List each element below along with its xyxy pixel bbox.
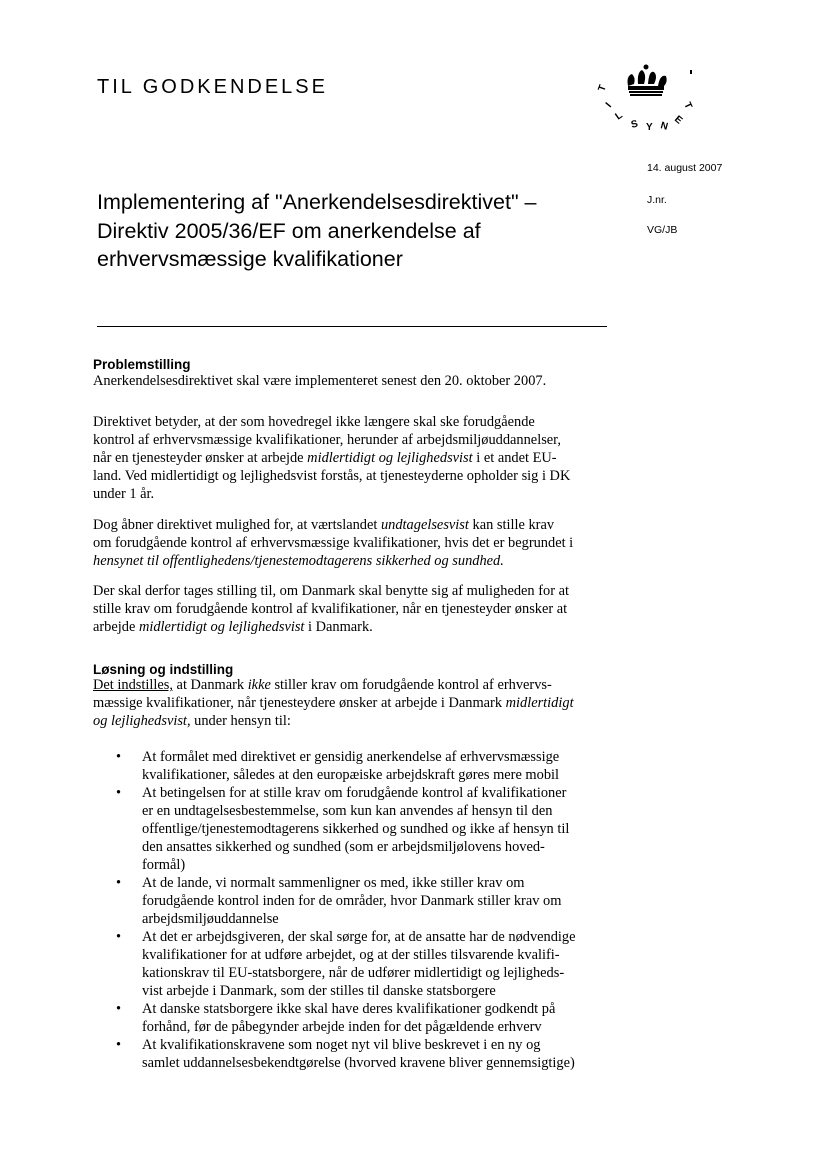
bullet-text-line: kvalifikationer, således at den europæiske arbejdskraft gøres mere mobil xyxy=(142,767,560,783)
title-line: Direktiv 2005/36/EF om anerkendelse af xyxy=(97,218,481,243)
text-line: Direktivet betyder, at der som hovedregel ikke længere skal ske forudgående xyxy=(93,414,535,430)
svg-text:N: N xyxy=(659,120,670,133)
text-line: hensynet til offentlighedens/tjenestemodtagerens sikkerhed og sundhed. xyxy=(93,553,504,569)
bullet-symbol: • xyxy=(116,749,122,765)
bullet-text-line: forudgående kontrol inden for de områder, hvor Danmark stiller krav om xyxy=(142,893,562,909)
bullet-text-line: offentlige/tjenestemodtagerens sikkerhed og sundhed og ikke af hensyn til xyxy=(142,821,570,837)
bullet-text-line: forhånd, før de påbegynder arbejde inden for det pågældende erhverv xyxy=(142,1019,542,1035)
bullet-text-line: kvalifikationer for at udføre arbejdet, og at der stilles tilsvarende kvalifi- xyxy=(142,947,560,963)
svg-text:L: L xyxy=(613,109,625,123)
journal-number-label: J.nr. xyxy=(647,194,667,206)
bullet-text-line: At kvalifikationskravene som noget nyt vil blive beskrevet i en ny og xyxy=(142,1037,541,1053)
bullet-item xyxy=(93,1036,613,1072)
bullet-text-line: At danske statsborgere ikke skal have deres kvalifikationer godkendt på xyxy=(142,1001,556,1017)
solution-heading: Løsning og indstilling xyxy=(93,662,234,677)
bullet-text-line: er en undtagelsesbestemmelse, som kun kan anvendes af hensyn til den xyxy=(142,803,553,819)
bullet-symbol: • xyxy=(116,1001,122,1017)
document-date: 14. august 2007 xyxy=(647,162,723,174)
bullet-symbol: • xyxy=(116,929,122,945)
svg-text:I: I xyxy=(603,100,615,110)
problem-paragraph-2 xyxy=(93,413,570,503)
svg-text:T: T xyxy=(681,100,694,111)
bullet-item xyxy=(93,928,613,1000)
problem-paragraph-4 xyxy=(93,582,569,636)
bullet-item xyxy=(93,784,613,874)
text-line: land. Ved midlertidigt og lejlighedsvist forstås, at tjenesteyderne opholder sig i DK xyxy=(93,468,571,484)
bullet-symbol: • xyxy=(116,1037,122,1053)
bullet-symbol: • xyxy=(116,875,122,891)
bullet-text-line: At betingelsen for at stille krav om forudgående kontrol af kvalifikationer xyxy=(142,785,567,801)
text-line: stille krav om forudgående kontrol af kvalifikationer, når en tjenesteyder ønsker at xyxy=(93,601,568,617)
text-line: Dog åbner direktivet mulighed for, at værtslandet undtagelsesvist kan stille krav xyxy=(93,517,555,533)
text-line: Anerkendelsesdirektivet skal være implementeret senest den 20. oktober 2007. xyxy=(93,373,547,389)
bullet-symbol: • xyxy=(116,785,122,801)
text-line: kontrol af erhvervsmæssige kvalifikationer, herunder af arbejdsmiljøuddannelser, xyxy=(93,432,561,448)
author-initials: VG/JB xyxy=(647,224,678,236)
bullet-text-line: At det er arbejdsgiveren, der skal sørge for, at de ansatte har de nødvendige xyxy=(142,929,576,945)
bullet-item xyxy=(93,748,613,784)
svg-text:Y: Y xyxy=(646,122,653,133)
text-line: arbejde midlertidigt og lejlighedsvist i Danmark. xyxy=(93,619,373,635)
bullet-item xyxy=(93,874,613,928)
bullet-text-line: vist arbejde i Danmark, som der stilles til danske statsborgere xyxy=(142,983,496,999)
title-divider xyxy=(97,326,607,327)
svg-text:T: T xyxy=(596,83,609,94)
problem-paragraph-3 xyxy=(93,516,573,570)
bullet-text-line: den ansattes sikkerhed og sundhed (som er arbejdsmiljølovens hoved- xyxy=(142,839,545,855)
bullet-text-line: arbejdsmiljøuddannelse xyxy=(142,911,279,927)
text-line: når en tjenesteyder ønsker at arbejde midlertidigt og lejlighedsvist i et andet EU- xyxy=(93,450,557,466)
bullet-item xyxy=(93,1000,613,1036)
reasons-bullet-list xyxy=(93,748,613,1072)
document-title xyxy=(97,188,617,274)
bullet-text-line: samlet uddannelsesbekendtgørelse (hvorved kravene bliver gennemsigtige) xyxy=(142,1055,575,1071)
header-label: TIL GODKENDELSE xyxy=(97,76,328,98)
problem-paragraph-1 xyxy=(93,372,546,390)
title-line: erhvervsmæssige kvalifikationer xyxy=(97,247,403,271)
bullet-text-line: At de lande, vi normalt sammenligner os med, ikke stiller krav om xyxy=(142,875,525,891)
bullet-text-line: kationskrav til EU-statsborgere, når de udfører midlertidigt og lejligheds- xyxy=(142,965,565,981)
svg-text:S: S xyxy=(629,118,640,131)
text-line: om forudgående kontrol af erhvervsmæssige kvalifikationer, hvis det er begrundet i xyxy=(93,535,574,551)
bullet-text-line: formål) xyxy=(142,857,186,873)
text-line: Det indstilles, at Danmark ikke stiller krav om forudgående kontrol af erhvervs- xyxy=(93,677,552,693)
bullet-text-line: At formålet med direktivet er gensidig anerkendelse af erhvervsmæssige xyxy=(142,749,560,765)
text-line: og lejlighedsvist, under hensyn til: xyxy=(93,713,291,729)
problem-heading: Problemstilling xyxy=(93,357,191,372)
text-line: under 1 år. xyxy=(93,486,155,502)
tilsynet-logo xyxy=(598,62,708,138)
text-line: Der skal derfor tages stilling til, om Danmark skal benytte sig af muligheden for at xyxy=(93,583,569,599)
solution-paragraph xyxy=(93,676,574,730)
title-line: Implementering af "Anerkendelsesdirektivet" – xyxy=(97,190,537,214)
text-line: mæssige kvalifikationer, når tjenesteydere ønsker at arbejde i Danmark midlertidigt xyxy=(93,695,574,711)
svg-text:E: E xyxy=(672,113,685,127)
